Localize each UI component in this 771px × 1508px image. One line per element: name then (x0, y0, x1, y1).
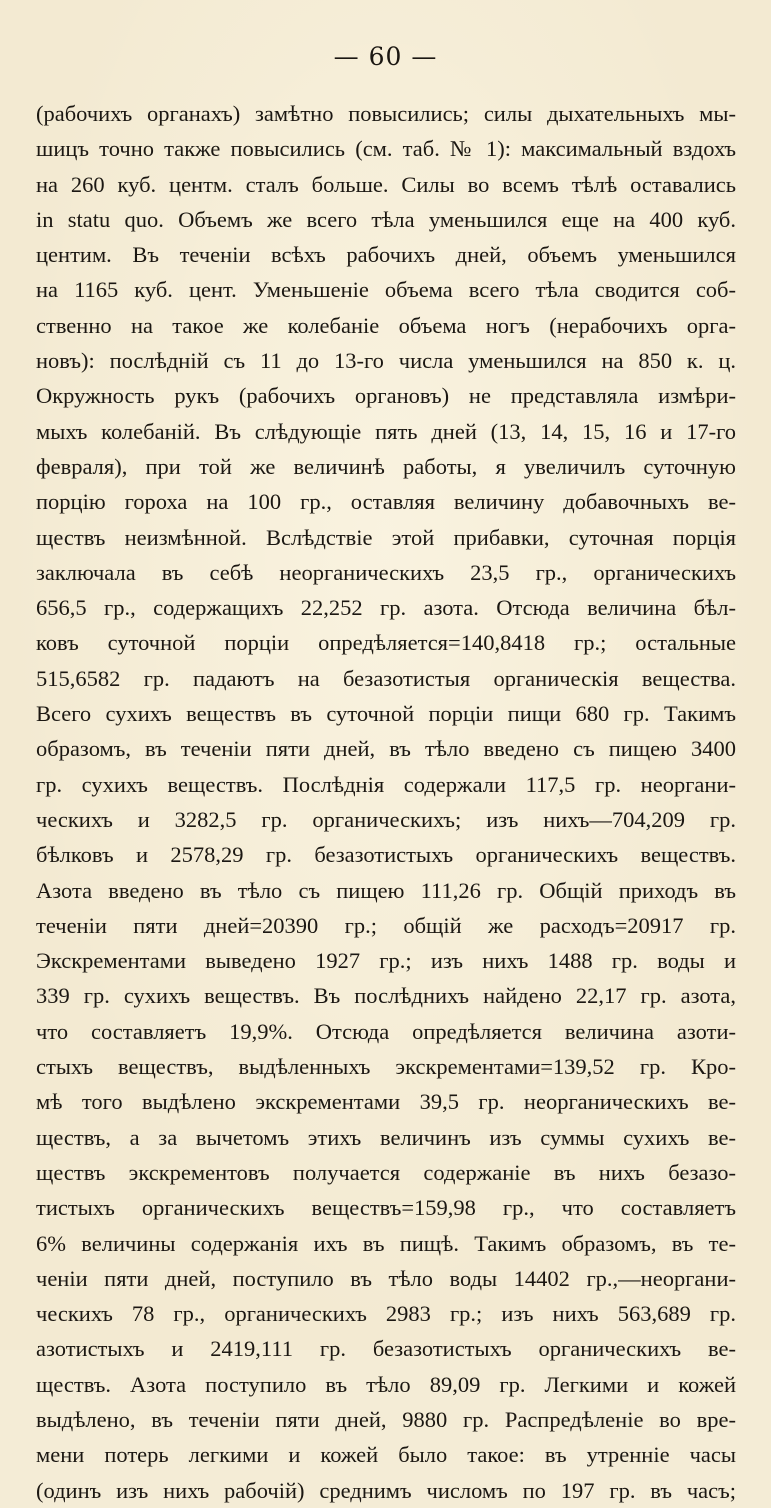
text-line-27: что составляетъ 19,9%. Отсюда опредѣляется величина азоти- (36, 1018, 736, 1044)
text-line-5: центим. Въ теченіи всѣхъ рабочихъ дней, объемъ уменьшился (36, 242, 736, 268)
text-line-4: in statu quo. Объемъ же всего тѣла уменьшился еще на 400 куб. (36, 206, 736, 232)
text-line-12: порцію гороха на 100 гр., оставляя величину добавочныхъ ве- (36, 489, 736, 515)
text-line-26: 339 гр. сухихъ веществъ. Въ послѣднихъ найдено 22,17 гр. азота, (36, 983, 736, 1009)
text-line-18: Всего сухихъ веществъ въ суточной порціи пищи 680 гр. Такимъ (36, 701, 736, 727)
text-line-25: Экскрементами выведено 1927 гр.; изъ нихъ 1488 гр. воды и (36, 948, 736, 974)
text-line-29: мѣ того выдѣлено экскрементами 39,5 гр. неорганическихъ ве- (36, 1089, 736, 1115)
text-line-36: азотистыхъ и 2419,111 гр. безазотистыхъ органическихъ ве- (36, 1336, 736, 1362)
text-line-28: стыхъ веществъ, выдѣленныхъ экскрементами=139,52 гр. Кро- (36, 1054, 736, 1080)
text-line-1: (рабочихъ органахъ) замѣтно повысились; силы дыхательныхъ мы- (36, 101, 736, 126)
text-line-19: образомъ, въ теченіи пяти дней, въ тѣло введено съ пищею 3400 (36, 736, 736, 762)
text-line-16: ковъ суточной порціи опредѣляется=140,8418 гр.; остальные (36, 630, 736, 656)
text-line-33: 6% величины содержанія ихъ въ пищѣ. Такимъ образомъ, въ те- (36, 1230, 736, 1256)
text-line-35: ческихъ 78 гр., органическихъ 2983 гр.; изъ нихъ 563,689 гр. (36, 1301, 736, 1327)
text-line-23: Азота введено въ тѣло съ пищею 111,26 гр. Общій приходъ въ (36, 877, 736, 903)
text-line-24: теченіи пяти дней=20390 гр.; общій же расходъ=20917 гр. (36, 912, 736, 938)
text-line-8: новъ): послѣдній съ 11 до 13-го числа уменьшился на 850 к. ц. (36, 348, 736, 374)
text-line-31: ществъ экскрементовъ получается содержаніе въ нихъ безазо- (36, 1159, 736, 1185)
text-line-32: тистыхъ органическихъ веществъ=159,98 гр., что составляетъ (36, 1195, 736, 1221)
text-line-7: ственно на такое же колебаніе объема ногъ (нерабочихъ орга- (36, 312, 736, 338)
text-line-34: ченіи пяти дней, поступило въ тѣло воды 14402 гр.,—неоргани- (36, 1265, 736, 1291)
text-line-39: мени потерь легкими и кожей было такое: въ утренніе часы (36, 1442, 736, 1468)
text-line-9: Окружность рукъ (рабочихъ органовъ) не представляла измѣри- (36, 383, 736, 409)
page-number: — 60 — (333, 42, 438, 71)
text-line-13: ществъ неизмѣнной. Вслѣдствіе этой прибавки, суточная порція (36, 524, 736, 550)
text-line-10: мыхъ колебаній. Въ слѣдующіе пять дней (13, 14, 15, 16 и 17-го (36, 418, 736, 444)
body-text (36, 96, 736, 1508)
text-line-6: на 1165 куб. цент. Уменьшеніе объема всего тѣла сводится соб- (36, 277, 736, 303)
text-line-37: ществъ. Азота поступило въ тѣло 89,09 гр. Легкими и кожей (36, 1371, 736, 1397)
text-line-20: гр. сухихъ веществъ. Послѣднія содержали 117,5 гр. неоргани- (36, 771, 736, 797)
text-line-40: (одинъ изъ нихъ рабочій) среднимъ числомъ по 197 гр. въ часъ; (36, 1477, 736, 1503)
text-line-14: заключала въ себѣ неорганическихъ 23,5 гр., органическихъ (36, 559, 736, 585)
text-line-21: ческихъ и 3282,5 гр. органическихъ; изъ нихъ—704,209 гр. (36, 806, 736, 832)
text-line-11: февраля), при той же величинѣ работы, я увеличилъ суточную (36, 453, 736, 479)
text-line-22: бѣлковъ и 2578,29 гр. безазотистыхъ органическихъ веществъ. (36, 842, 736, 868)
text-line-2: шицъ точно также повысились (см. таб. № 1): максимальный вздохъ (36, 136, 736, 162)
text-line-30: ществъ, а за вычетомъ этихъ величинъ изъ суммы сухихъ ве- (36, 1124, 736, 1150)
text-line-3: на 260 куб. центм. сталъ больше. Силы во всемъ тѣлѣ оставались (36, 171, 736, 197)
text-line-15: 656,5 гр., содержащихъ 22,252 гр. азота. Отсюда величина бѣл- (36, 595, 736, 621)
text-line-17: 515,6582 гр. падаютъ на безазотистыя органическія вещества. (36, 665, 736, 691)
text-line-38: выдѣлено, въ теченіи пяти дней, 9880 гр. Распредѣленіе во вре- (36, 1406, 736, 1432)
